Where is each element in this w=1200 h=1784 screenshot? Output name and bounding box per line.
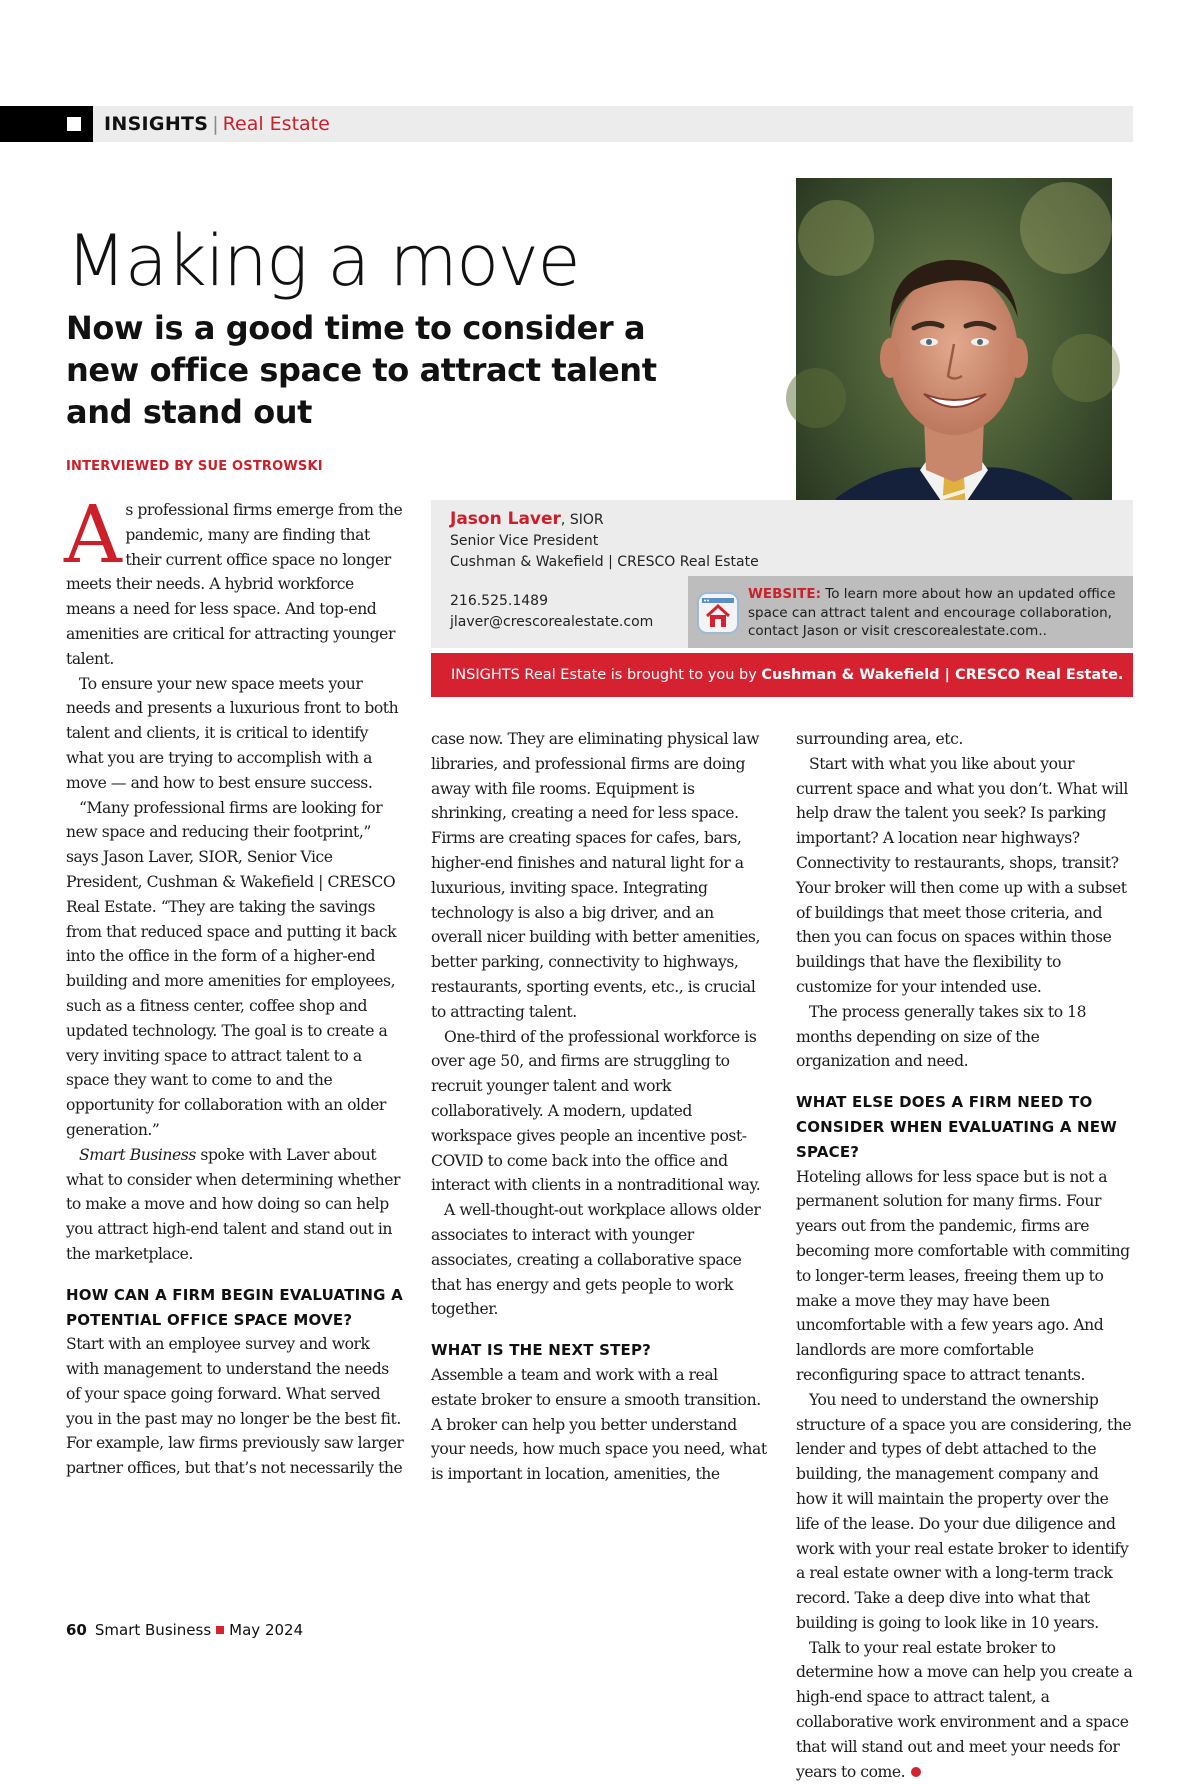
- byline: INTERVIEWED BY SUE OSTROWSKI: [66, 459, 323, 474]
- body-paragraph: A well-thought-out workplace allows older associates to interact with younger associates, creating a collaborative space that has energy and gets people to work together.: [431, 1201, 761, 1319]
- footer-square-icon: [216, 1626, 224, 1634]
- drop-cap: A: [64, 488, 122, 581]
- publication-name: Smart Business: [94, 1621, 212, 1639]
- sponsor-name: Cushman & Wakefield | CRESCO Real Estate.: [761, 667, 1124, 683]
- page-number: 60: [66, 1621, 87, 1639]
- contact-credential: , SIOR: [560, 512, 604, 528]
- section-header: [104, 111, 330, 137]
- website-callout: [688, 576, 1133, 648]
- article-subtitle: Now is a good time to consider a new office space to attract talent and stand out: [66, 309, 657, 431]
- sponsor-prefix: INSIGHTS Real Estate is brought to you by: [451, 667, 762, 683]
- body-paragraph: case now. They are eliminating physical law libraries, and professional firms are doing away with file rooms. Equipment is shrinking, creating a need for less space. Firms are creating spaces for cafes, bars, higher-end finishes and natural light for a luxurious, inviting space. Integrating technology is also a big driver, and an overall nicer building with better amenities, better parking, connectivity to highways, restaurants, sporting events, etc., is crucial to attracting talent.: [431, 730, 760, 1021]
- section-heading: HOW CAN A FIRM BEGIN EVALUATING A POTENTIAL OFFICE SPACE MOVE?: [66, 1285, 403, 1329]
- body-paragraph: The process generally takes six to 18 months depending on size of the organization and need.: [796, 1002, 1087, 1071]
- section-heading: WHAT ELSE DOES A FIRM NEED TO CONSIDER WHEN EVALUATING A NEW SPACE?: [796, 1093, 1117, 1161]
- body-paragraph: To ensure your new space meets your needs and presents a luxurious front to both talent and clients, it is critical to identify what you are trying to accomplish with a move — and how to best ensure success.: [66, 674, 399, 792]
- end-mark-icon: [911, 1767, 921, 1777]
- body-paragraph: Hoteling allows for less space but is not a permanent solution for many firms. Four years out from the pandemic, firms are becoming more comfortable with commiting to longer-term leases, freeing them up to make a move they may have been uncomfortable with a few years ago. And landlords are more comfortable reconfiguring space to attract tenants.: [796, 1167, 1130, 1384]
- body-column-2: [431, 727, 767, 1487]
- website-text: [748, 585, 1128, 641]
- contact-role: Senior Vice President: [450, 533, 599, 549]
- website-label: WEBSITE:: [748, 586, 821, 602]
- body-paragraph: Start with what you like about your current space and what you don’t. What will help draw the talent you seek? Is parking important? A location near highways? Connectivity to restaurants, shops, transit? Your broker will then come up with a subset of buildings that meet those criteria, and then you can focus on spaces within those buildings that have the flexibility to customize for your intended use.: [796, 754, 1128, 996]
- website-description: To learn more about how an updated office space can attract talent and encourage collaboration, contact Jason or visit crescorealestate.com..: [748, 586, 1116, 639]
- body-paragraph: “Many professional firms are looking for new space and reducing their footprint,” says Jason Laver, SIOR, Senior Vice President, Cushman & Wakefield | CRESCO Real Estate. “They are taking the savings from that reduced space and putting it back into the office in the form of a higher-end building and more amenities for employees, such as a fitness center, coffee shop and updated technology. The goal is to create a very inviting space to attract talent to a space they want to come to and the opportunity for collaboration with an older generation.”: [66, 798, 397, 1139]
- page-footer: [66, 1620, 303, 1640]
- body-paragraph: You need to understand the ownership structure of a space you are considering, the lender and types of debt attached to the building, the management company and how it will maintain the property over the life of the lease. Do your due diligence and work with your real estate broker to identify a real estate owner with a long-term track record. Take a deep dive into what that building is going to look like in 10 years.: [796, 1390, 1132, 1632]
- subsection-label: Real Estate: [222, 113, 330, 135]
- contact-name-line: [450, 508, 780, 531]
- contact-phone: 216.525.1489: [450, 593, 548, 609]
- body-paragraph: Start with an employee survey and work with management to understand the needs of your space going forward. What served you in the past may no longer be the best fit. For example, law firms previously saw larger partner offices, but that’s not necessarily the: [66, 1335, 404, 1478]
- body-paragraph: Smart Business spoke with Laver about what to consider when determining whether to make a move and how doing so can help you attract high-end talent and stand out in the marketplace.: [66, 1145, 401, 1263]
- sponsor-banner: [431, 653, 1133, 697]
- section-separator: |: [212, 113, 219, 135]
- body-paragraph: One-third of the professional workforce is over age 50, and firms are struggling to recruit younger talent and work collaboratively. A modern, updated workspace gives people an incentive post-COVID to come back into the office and interact with clients in a nontraditional way.: [431, 1027, 761, 1195]
- square-bullet-icon: [67, 117, 81, 131]
- contact-name: Jason Laver: [450, 509, 561, 529]
- body-paragraph: surrounding area, etc.: [796, 730, 963, 748]
- section-heading: WHAT IS THE NEXT STEP?: [431, 1341, 652, 1360]
- article-title: Making a move: [66, 220, 580, 302]
- body-paragraph: Assemble a team and work with a real estate broker to ensure a smooth transition. A broker can help you better understand your needs, how much space you need, what is important in location, amenities, the: [431, 1365, 767, 1484]
- body-column-1: [64, 488, 406, 1481]
- contact-company: Cushman & Wakefield | CRESCO Real Estate: [450, 554, 759, 570]
- body-column-3: [796, 727, 1133, 1784]
- website-house-icon: [697, 592, 739, 634]
- body-paragraph: Talk to your real estate broker to determine how a move can help you create a high-end space to attract talent, a collaborative work environment and a space that will stand out and meet your needs for years to come.: [796, 1638, 1133, 1781]
- contact-email: jlaver@crescorealestate.com: [450, 614, 654, 630]
- section-label: INSIGHTS: [104, 113, 209, 135]
- body-paragraph: As professional firms emerge from the pandemic, many are finding that their current office space no longer meets their needs. A hybrid workforce means a need for less space. And top-end amenities are critical for attracting younger talent.: [64, 488, 403, 668]
- issue-date: May 2024: [229, 1621, 304, 1639]
